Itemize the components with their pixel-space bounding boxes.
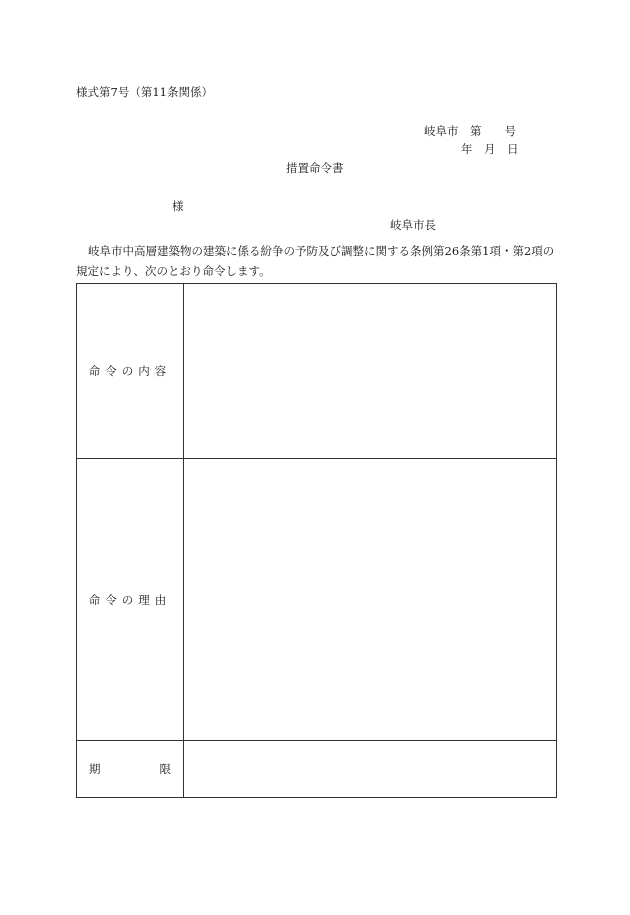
form-number: 様式第7号（第11条関係）: [76, 85, 213, 99]
addressee: 様: [172, 199, 184, 213]
table-row: [77, 459, 557, 741]
table-row: [77, 284, 557, 459]
order-table: [76, 283, 557, 798]
order-reason-label: 命令の理由: [77, 459, 184, 741]
order-reason-field[interactable]: [184, 459, 557, 741]
document-title: 措置命令書: [286, 161, 344, 175]
deadline-field[interactable]: [184, 741, 557, 798]
document-number: 岐阜市 第 号: [424, 124, 516, 138]
deadline-label: 期 限: [77, 741, 184, 798]
order-content-label: 命令の内容: [77, 284, 184, 459]
issue-date: 年 月 日: [461, 142, 519, 156]
table-row: [77, 741, 557, 798]
order-content-field[interactable]: [184, 284, 557, 459]
issuer: 岐阜市長: [390, 218, 436, 232]
body-text: 岐阜市中高層建築物の建築に係る紛争の予防及び調整に関する条例第26条第1項・第2項の規定により、次のとおり命令します。: [76, 244, 555, 278]
